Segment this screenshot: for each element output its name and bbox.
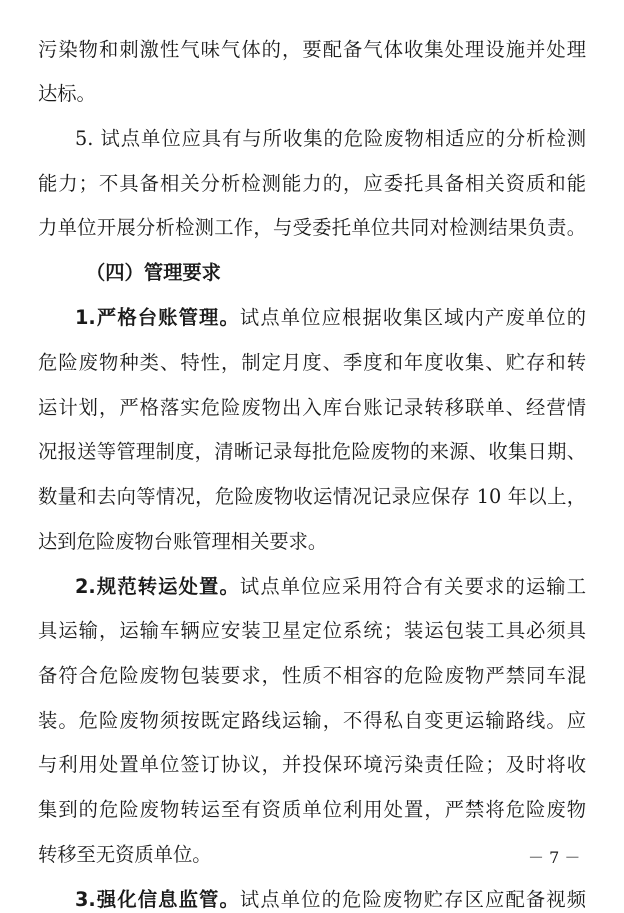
paragraph-line: 能力；不具备相关分析检测能力的，应委托具备相关资质和能	[38, 172, 586, 195]
paragraph-line: 况报送等管理制度，清晰记录每批危险废物的来源、收集日期、	[38, 440, 586, 463]
paragraph-line: 集到的危险废物转运至有资质单位利用处置，严禁将危险废物	[38, 798, 586, 821]
paragraph-line: 转移至无资质单位。	[38, 843, 212, 866]
page-number: － 7 －	[528, 848, 581, 867]
item-title: 2.规范转运处置。	[75, 575, 240, 598]
paragraph-line: 数量和去向等情况，危险废物收运情况记录应保存 10 年以上，	[38, 485, 586, 508]
paragraph-line: 装。危险废物须按既定路线运输，不得私自变更运输路线。应	[38, 709, 586, 732]
paragraph-line: 危险废物种类、特性，制定月度、季度和年度收集、贮存和转	[38, 351, 586, 374]
paragraph-line: 污染物和刺激性气味气体的，要配备气体收集处理设施并处理	[38, 38, 586, 61]
paragraph-line: 达到危险废物台账管理相关要求。	[38, 530, 328, 553]
paragraph-line: 力单位开展分析检测工作，与受委托单位共同对检测结果负责。	[38, 216, 586, 239]
paragraph-line: 5. 试点单位应具有与所收集的危险废物相适应的分析检测	[75, 127, 586, 150]
paragraph-line: 运计划，严格落实危险废物出入库台账记录转移联单、经营情	[38, 396, 586, 419]
item-title: 3.强化信息监管。	[75, 888, 240, 911]
paragraph-line: 1.严格台账管理。试点单位应根据收集区域内产废单位的	[75, 306, 587, 329]
section-heading: （四）管理要求	[86, 261, 221, 284]
paragraph-line: 与利用处置单位签订协议，并投保环境污染责任险；及时将收	[38, 753, 586, 776]
item-title: 1.严格台账管理。	[75, 306, 240, 329]
paragraph-line: 2.规范转运处置。试点单位应采用符合有关要求的运输工	[75, 575, 587, 598]
paragraph-line: 具运输，运输车辆应安装卫星定位系统；装运包装工具必须具	[38, 619, 586, 642]
paragraph-line: 3.强化信息监管。试点单位的危险废物贮存区应配备视频	[75, 888, 587, 911]
paragraph-line: 达标。	[38, 82, 96, 105]
paragraph-line: 备符合危险废物包装要求，性质不相容的危险废物严禁同车混	[38, 664, 586, 687]
